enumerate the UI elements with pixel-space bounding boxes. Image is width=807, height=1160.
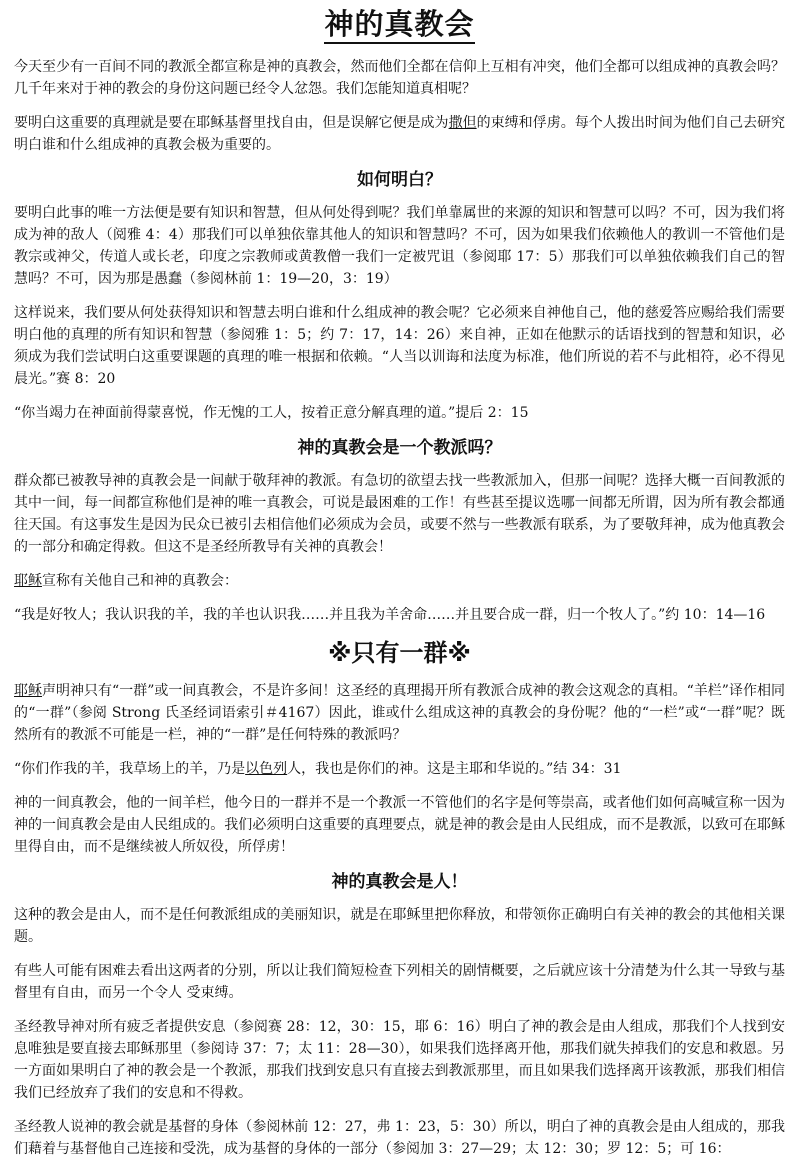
section1-paragraph-1: 要明白此事的唯一方法便是要有知识和智慧，但从何处得到呢？我们单靠属世的来源的知识和智慧可以吗？不可，因为我们将成为神的敌人（阅雅 4：4）那我们可以单独依靠其他人的知识和智慧吗？不可，因为如果我们依赖他人的教训一不管他们是教宗或神父，传道人或长老，印度之宗教师或黄教僧一我们一定被咒诅（参阅耶 17：5）那我们可以单独依赖我们自己的智慧吗？不可，因为那是愚蠢（参阅林前 1：19—20，3：19） xyxy=(14,205,785,287)
section1-paragraph-2: 这样说来，我们要从何处获得知识和智慧去明白谁和什么组成神的教会呢？它必须来自神他自己，他的慈爱答应赐给我们需要明白他的真理的所有知识和智慧（参阅雅 1：5；约 7：17，14：26）来自神，正如在他默示的话语找到的智慧和知识，必须成为我们尝试明白这重要课题的真理的唯一根据和依赖。“人当以训诲和法度为标准，他们所说的若不与此相符，必不得见晨光。”赛 8：20 xyxy=(14,305,785,387)
section-heading-how-to-understand: 如何明白？ xyxy=(357,170,442,190)
intro-paragraph-2: 要明白这重要的真理就是要在耶稣基督里找自由，但是误解它便是成为撒但的束缚和俘虏。每个人拨出时间为他们自己去研究明白谁和什么组成神的真教会极为重要的。 xyxy=(14,115,786,153)
section3-paragraph-2: “你们作我的羊，我草场上的羊，乃是以色列人，我也是你们的神。这是主耶和华说的。”结 34：31 xyxy=(14,761,622,777)
intro-paragraph-1: 今天至少有一百间不同的教派全都宣称是神的真教会，然而他们全都在信仰上互相有冲突，他们全都可以组成神的真教会吗？几千年来对于神的教会的身份这问题已经令人忿怨。我们怎能知道真相呢？ xyxy=(14,59,785,97)
section-heading-church-is-people: 神的真教会是人！ xyxy=(331,872,468,892)
section1-paragraph-3: “你当竭力在神面前得蒙喜悦，作无愧的工人，按着正意分解真理的道。”提后 2：15 xyxy=(14,405,529,421)
section2-paragraph-2: 耶稣宣称有关他自己和神的真教会： xyxy=(14,573,238,589)
document-page xyxy=(0,4,807,1157)
page-title: 神的真教会 xyxy=(14,4,785,44)
section2-paragraph-3: “我是好牧人；我认识我的羊，我的羊也认识我……并且我为羊舍命……并且要合成一群，归一个牧人了。”约 10：14—16 xyxy=(14,607,766,623)
section3-paragraph-1: 耶稣声明神只有“一群”或一间真教会，不是许多间！这圣经的真理揭开所有教派合成神的教会这观念的真相。“羊栏”译作相同的“一群”（参阅 Strong 氏圣经词语索引＃4167）因此，谁或什么组成这神的真教会的身份呢？他的“一栏”或“一群”呢？既然所有的教派不可能是一栏，神的“一群”是任何特殊的教派吗？ xyxy=(14,683,785,743)
section4-paragraph-1: 这种的教会是由人，而不是任何教派组成的美丽知识，就是在耶稣里把你释放，和带领你正确明白有关神的教会的其他相关课题。 xyxy=(14,907,785,945)
section2-paragraph-1: 群众都已被教导神的真教会是一间献于敬拜神的教派。有急切的欲望去找一些教派加入，但那一间呢？选择大概一百间教派的其中一间，每一间都宣称他们是神的唯一真教会，可说是最困难的工作！有些甚至提议选哪一间都无所谓，因为所有教会都通往天国。有这事发生是因为民众已被引去相信他们必须成为会员，或要不然与一些教派有联系，为了要敬拜神，成为他真教会的一部分和确定得救。但这不是圣经所教导有关神的真教会！ xyxy=(14,473,785,555)
section4-paragraph-4: 圣经教人说神的教会就是基督的身体（参阅林前 12：27，弗 1：23，5：30）所以，明白了神的真教会是由人组成的，那我们藉着与基督他自己连接和受洗，成为基督的身体的一部分（参阅加 3：27—29；太 12：30；罗 12：5；可 16： xyxy=(14,1119,785,1157)
section4-paragraph-3: 圣经教导神对所有疲乏者提供安息（参阅赛 28：12，30：15，耶 6：16）明白了神的教会是由人组成，那我们个人找到安息唯独是要直接去耶稣那里（参阅诗 37：7；太 11：28—30），如果我们选择离开他，那我们就失掉我们的安息和救恩。另一方面如果明白了神的教会是一个教派，那我们找到安息只有直接去到教派那里，而且如果我们选择离开该教派，那我们相信我们已经放弃了我们的安息和不得救。 xyxy=(14,1019,785,1101)
section-heading-only-one-flock: ※只有一群※ xyxy=(328,639,471,667)
section-heading-is-denomination: 神的真教会是一个教派吗？ xyxy=(297,438,502,458)
section4-paragraph-2: 有些人可能有困难去看出这两者的分别，所以让我们简短检查下列相关的剧情概要，之后就应该十分清楚为什么其一导致与基督里有自由，而另一个令人 受束缚。 xyxy=(14,963,785,1001)
section3-paragraph-3: 神的一间真教会，他的一间羊栏，他今日的一群并不是一个教派一不管他们的名字是何等崇高，或者他们如何高喊宣称一因为神的一间真教会是由人民组成的。我们必须明白这重要的真理要点，就是神的教会是由人民组成，而不是教派，以致可在耶稣里得自由，而不是继续被人所奴役，所俘虏！ xyxy=(14,795,785,855)
